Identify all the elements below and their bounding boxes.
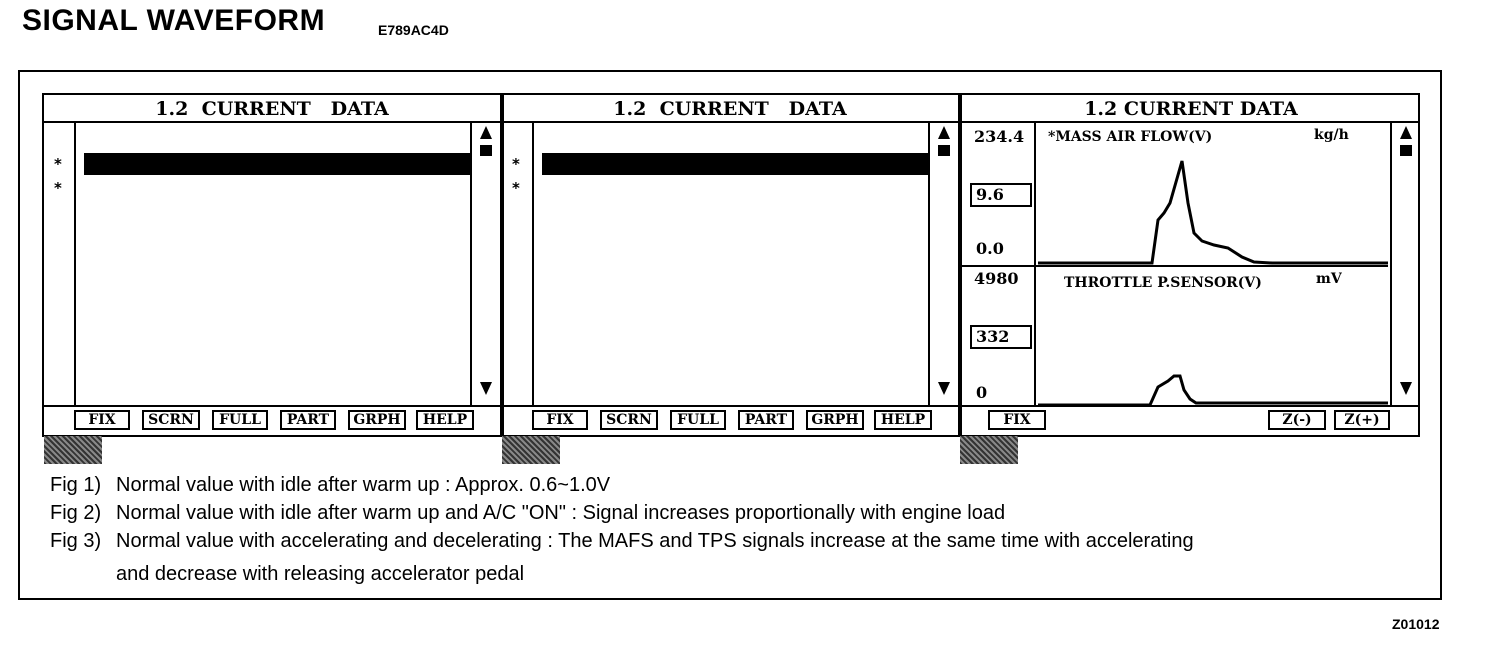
figure-code-bottom: Z01012 [1392,616,1440,632]
tps-current-value: 332 [970,325,1032,349]
scrollbar[interactable] [928,123,958,405]
fix-button[interactable]: FIX [532,410,588,430]
note-fig-3-continued [50,563,524,586]
part-button[interactable]: PART [738,410,794,430]
mark-gutter [502,123,534,405]
function-key-bar [44,405,500,435]
mafs-current-value: 9.6 [970,183,1032,207]
row-mark: * [512,155,520,173]
list-item-mass-air-flow[interactable] [542,153,930,217]
scroll-down-icon[interactable] [480,382,492,395]
mafs-max: 234.4 [974,127,1025,146]
help-button[interactable]: HELP [416,410,474,430]
scrollbar[interactable] [1390,123,1420,405]
item-value: 10.5 kg/h [382,199,464,217]
screen-panel-1 [44,95,500,435]
tps-waveform [1038,376,1388,405]
note-text: Normal value with idle after warm up and A/C "ON" : Signal increases proportionally with engine load [116,502,1006,524]
note-number: Fig 3) [50,530,102,552]
note-text: Normal value with accelerating and decelerating : The MAFS and TPS signals increase at the same time with accelerating [116,530,1194,552]
tps-graph-title: THROTTLE P.SENSOR(V) [1064,275,1262,291]
scan-tool-screens [42,93,1420,437]
full-button[interactable]: FULL [670,410,726,430]
figure-tag-2 [502,436,560,464]
axis-column [962,123,1036,405]
note-fig-2 [50,502,1005,525]
note-text: Normal value with idle after warm up : Approx. 0.6~1.0V [116,474,611,496]
scroll-thumb[interactable] [938,145,950,156]
tps-graph-unit: mV [1316,271,1342,287]
function-key-bar [502,405,958,435]
full-button[interactable]: FULL [212,410,268,430]
waveform-plot [1038,123,1388,405]
scroll-down-icon[interactable] [938,382,950,395]
scrn-button[interactable]: SCRN [142,410,200,430]
scroll-up-icon[interactable] [480,126,492,139]
item-label: MASS AIR FLOW [548,177,666,195]
data-list [76,123,468,405]
fix-button[interactable]: FIX [74,410,130,430]
screen-panel-3-graph [962,95,1420,435]
grph-button[interactable]: GRPH [806,410,864,430]
list-item-mass-air-flow[interactable] [84,153,472,217]
function-key-bar [962,405,1420,435]
data-list [534,123,926,405]
zoom-in-button[interactable]: Z(+) [1334,410,1390,430]
zoom-out-button[interactable]: Z(-) [1268,410,1326,430]
scroll-up-icon[interactable] [938,126,950,139]
note-number: Fig 2) [50,502,102,524]
scrn-button[interactable]: SCRN [600,410,658,430]
screen-panel-2 [502,95,958,435]
scroll-thumb[interactable] [480,145,492,156]
row-mark: * [512,179,520,197]
panel-header: 1.2 CURRENT DATA [44,95,500,123]
scroll-down-icon[interactable] [1400,382,1412,395]
figure-tag-1 [44,436,102,464]
mafs-graph-title: *MASS AIR FLOW(V) [1048,129,1213,145]
item-label: MASS AIR FLOW [90,177,208,195]
note-fig-3 [50,530,1194,553]
page-title: SIGNAL WAVEFORM [22,4,326,37]
grph-button[interactable]: GRPH [348,410,406,430]
row-mark: * [54,155,62,173]
item-value: 16.5 kg/h [840,199,922,217]
mafs-min: 0.0 [976,239,1004,258]
help-button[interactable]: HELP [874,410,932,430]
panel-header: 1.2 CURRENT DATA [962,95,1420,123]
scrollbar[interactable] [470,123,500,405]
part-button[interactable]: PART [280,410,336,430]
tps-max: 4980 [974,269,1019,288]
figure-code-top: E789AC4D [378,22,449,38]
scroll-thumb[interactable] [1400,145,1412,156]
scroll-up-icon[interactable] [1400,126,1412,139]
note-text: and decrease with releasing accelerator pedal [116,563,525,585]
mark-gutter [44,123,76,405]
note-fig-1 [50,474,610,497]
figure-tag-3 [960,436,1018,464]
note-number: Fig 1) [50,474,102,496]
tps-min: 0 [976,383,988,402]
row-mark: * [54,179,62,197]
fix-button[interactable]: FIX [988,410,1046,430]
mafs-graph-unit: kg/h [1314,127,1349,143]
mafs-waveform [1038,161,1388,263]
panel-header: 1.2 CURRENT DATA [502,95,958,123]
